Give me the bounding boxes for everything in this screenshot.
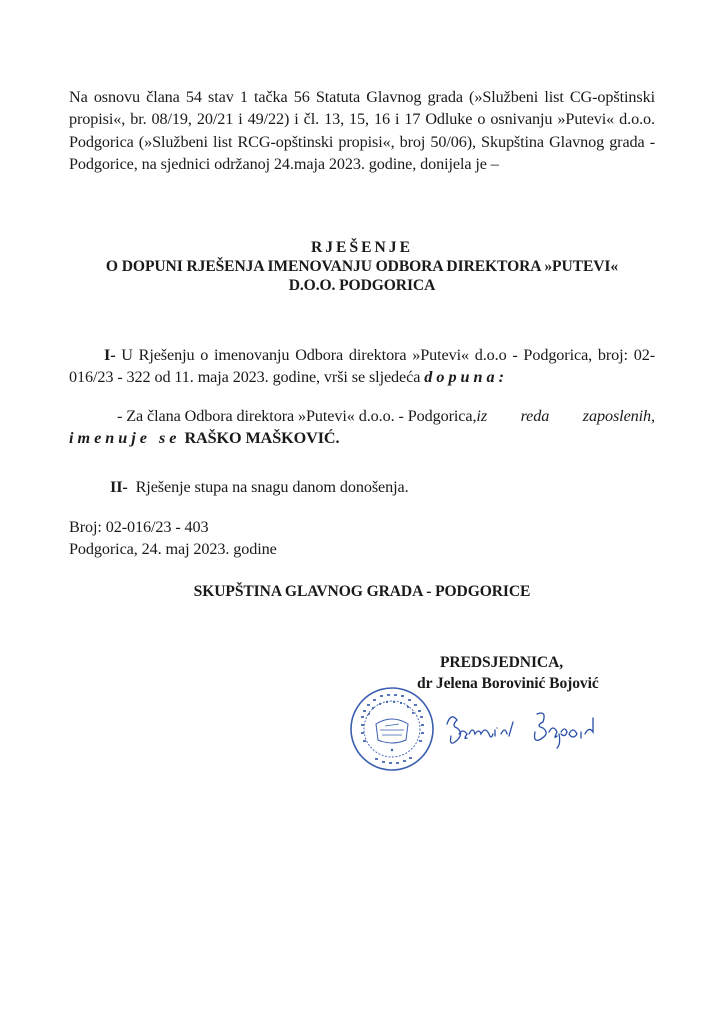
- document-subtitle-line2: D.O.O. PODGORICA: [288, 277, 436, 294]
- sub-item-emphasis: imenuje se: [69, 429, 181, 448]
- signatory-name: dr Jelena Borovinić Bojović: [417, 675, 599, 692]
- reference-number: Broj: 02-016/23 - 403: [69, 518, 209, 536]
- official-stamp: [349, 686, 435, 772]
- signature: [445, 704, 615, 754]
- sub-item-text: - Za člana Odbora direktora »Putevi« d.o.o. - Podgorica,: [117, 407, 477, 425]
- document-subtitle-line1: O DOPUNI RJEŠENJA IMENOVANJU ODBORA DIREKTORA »PUTEVI«: [105, 258, 619, 275]
- sub-item: [69, 405, 655, 450]
- item-1-text: U Rješenju o imenovanju Odbora direktora »Putevi« d.o.o - Podgorica, broj: 02-016/23 - 322 od 11. maja 2023. godine, vrši se sljedeća: [69, 346, 655, 387]
- item-1-emphasis: dopuna:: [424, 368, 509, 387]
- intro-paragraph: Na osnovu člana 54 stav 1 tačka 56 Statuta Glavnog grada (»Službeni list CG-opštinski propisi«, br. 08/19, 20/21 i 49/22) i čl. 13, 15, 16 i 17 Odluke o osnivanju »Putevi« d.o.o. Podgorica (»Službeni list RCG-opštinski propisi«, broj 50/06), Skupština Glavnog grada - Podgorice, na sjednici održanoj 24.maja 2023. godine, donijela je –: [69, 88, 655, 173]
- item-2-number: II-: [110, 478, 128, 496]
- item-2: [110, 476, 409, 498]
- item-2-text: Rješenje stupa na snagu danom donošenja.: [135, 478, 409, 496]
- signatory-title: PREDSJEDNICA,: [440, 654, 564, 671]
- document-title: RJEŠENJE: [311, 239, 413, 256]
- item-1: [69, 344, 655, 389]
- place-date: Podgorica, 24. maj 2023. godine: [69, 540, 277, 558]
- appointee-name: RAŠKO MAŠKOVIĆ.: [184, 429, 340, 448]
- organization-name: SKUPŠTINA GLAVNOG GRADA - PODGORICE: [193, 583, 531, 600]
- item-1-number: I-: [104, 346, 116, 364]
- sub-item-italic: iz reda zaposlenih,: [476, 407, 655, 425]
